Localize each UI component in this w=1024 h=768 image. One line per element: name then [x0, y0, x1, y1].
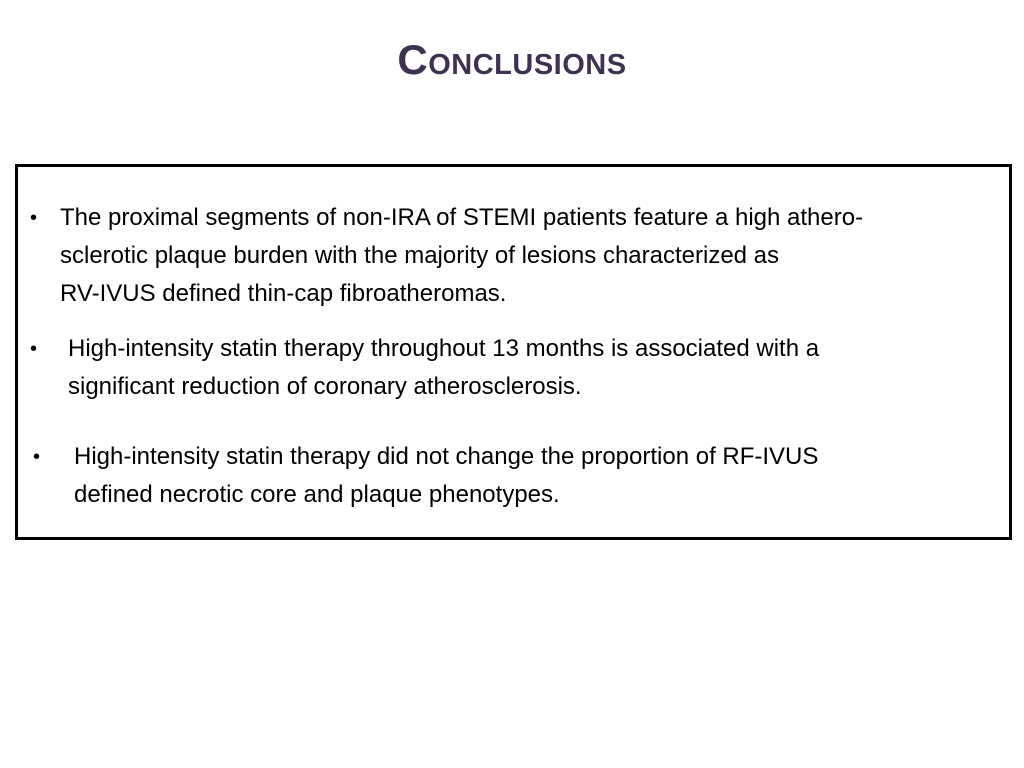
conclusions-box [15, 164, 1012, 540]
bullet-point-icon: • [30, 207, 38, 229]
bullet-text: The proximal segments of non-IRA of STEMI patients feature a high athero- sclerotic plaque burden with the majority of lesions characterized as RV-IVUS defined thin-cap fibroatheromas. [60, 204, 864, 307]
bullet-point-icon: • [33, 446, 41, 468]
slide-title: Conclusions [397, 36, 627, 83]
bullet-text: High-intensity statin therapy did not change the proportion of RF-IVUS defined necrotic core and plaque phenotypes. [74, 443, 819, 508]
bullet-text: High-intensity statin therapy throughout 13 months is associated with a significant reduction of coronary atherosclerosis. [68, 335, 820, 400]
bullet-point-icon: • [30, 338, 38, 360]
